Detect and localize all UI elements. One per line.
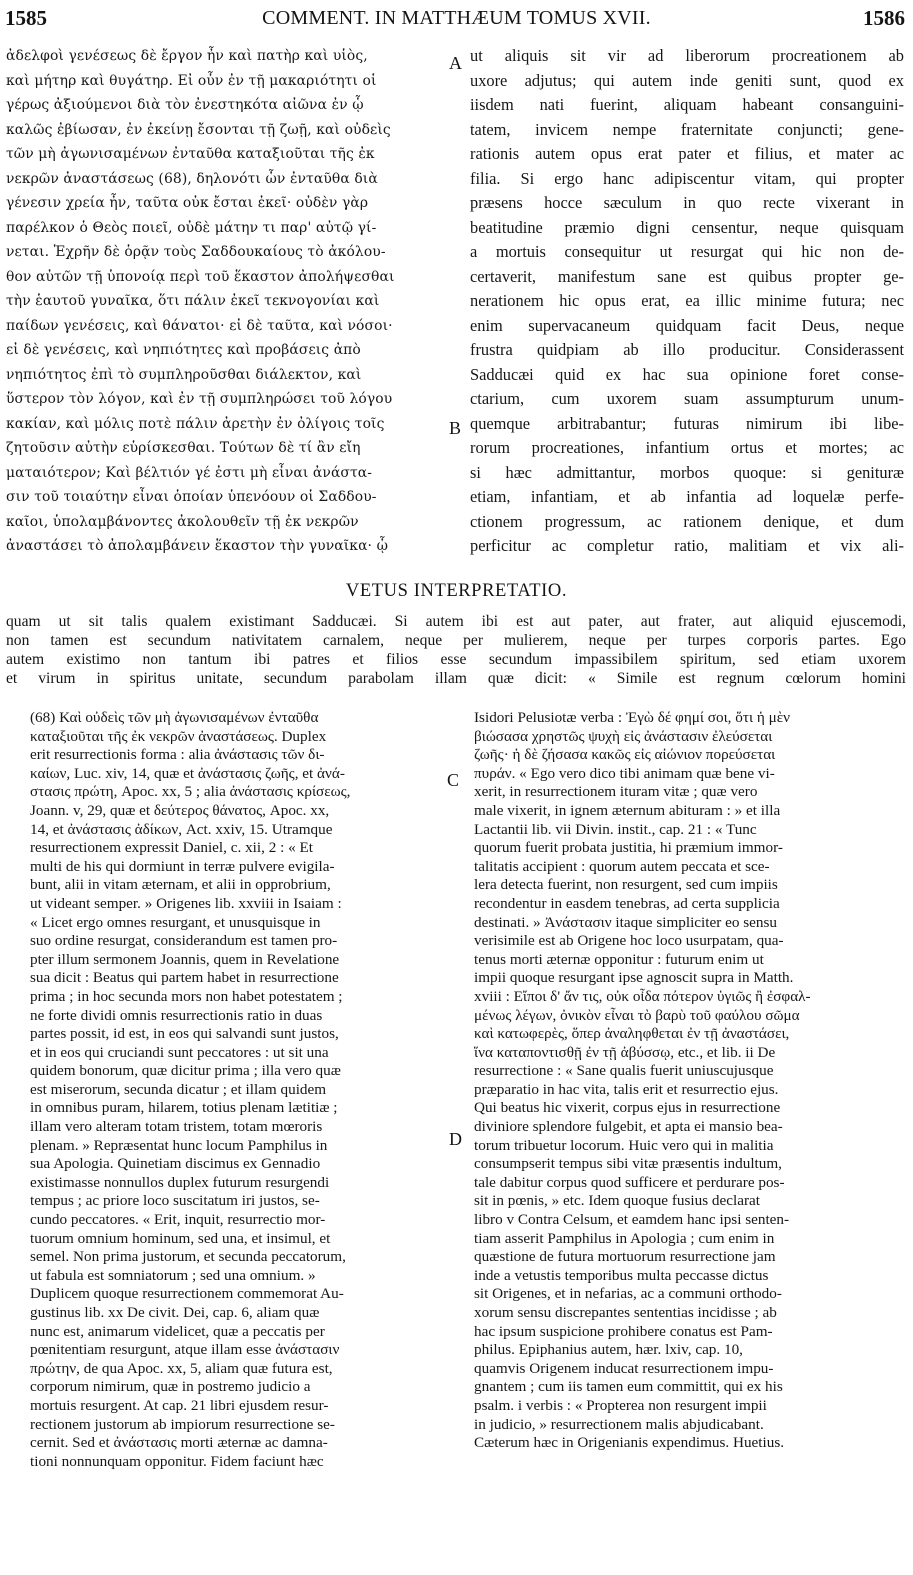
margin-mark-b: B bbox=[449, 418, 462, 438]
note-line: (68) Καὶ οὐδεὶς τῶν μὴ ἀγωνισαμένων ἐνταῦθα bbox=[30, 709, 319, 726]
note-line: ζωῆς· ἡ δὲ ζήσασα κακῶς εἰς αἰώνιον πορεύσεται bbox=[474, 746, 776, 764]
note-line: sua dicit : Beatus qui partem habet in resurrectione bbox=[30, 969, 339, 987]
note-line: philus. Epiphanius autem, hær. lxiv, cap. 10, bbox=[474, 1341, 743, 1359]
note-line: pœnitentiam resurgunt, atque illam esse ἀνάστασιν bbox=[30, 1341, 340, 1359]
note-line: Lactantii lib. vii Divin. instit., cap. 21 : « Tunc bbox=[474, 820, 757, 838]
note-line: est miserorum, secunda dicatur ; et illam quidem bbox=[30, 1080, 327, 1098]
note-line: pter illum sermonem Joannis, quem in Revelatione bbox=[30, 950, 340, 968]
greek-line: νεκρῶν ἀναστάσεως (68), δηλονότι ὧν ἐνταῦθα διὰ bbox=[6, 170, 378, 187]
note-line: talitatis accipient : quorum autem peccata et sce- bbox=[474, 857, 770, 875]
note-line: quidem bonorum, quæ dicitur prima ; illa vero quæ bbox=[30, 1062, 341, 1080]
greek-line: γένεσιν χρεία ἦν, ταῦτα οὐκ ἔσται ἐκεῖ· οὐδὲν γὰρ bbox=[6, 195, 369, 211]
margin-mark-d: D bbox=[449, 1129, 462, 1149]
latin-line: etiam, infantiam, et ab infantia ad loquelæ perfe- bbox=[470, 487, 904, 506]
latin-line: ctarium, cum uxorem suam assumpturum unum- bbox=[470, 389, 904, 408]
note-line: hac ipsum suspicione prohibere conatus est Pam- bbox=[474, 1322, 773, 1340]
note-line: 14, et ἀνάστασις ἀδίκων, Act. xxiv, 15. Utramque bbox=[30, 820, 333, 838]
note-line: ut fabula est somniatorum ; sed una omnium. » bbox=[30, 1266, 316, 1284]
latin-line: uxore adjutus; qui autem inde geniti sunt, quod ex bbox=[470, 70, 904, 90]
latin-line: beatitudine præmio digni censentur, neque quisquam bbox=[470, 217, 904, 237]
note-line: semel. Non prima justorum, et secunda peccatorum, bbox=[30, 1248, 346, 1266]
greek-line: καλῶς ἐβίωσαν, ἐν ἐκείνῃ ἔσονται τῇ ζωῇ, καὶ οὐδεὶς bbox=[6, 121, 391, 138]
note-line: ἵνα καταποντισθῇ ἐν τῇ ἀβύσσῳ, etc., et lib. ii De bbox=[474, 1043, 776, 1061]
note-line: tale dabitur corpus quod sufficere et perdurare pos- bbox=[474, 1173, 785, 1191]
note-line: male vixerit, in ignem æternum abituram : » et illa bbox=[474, 801, 781, 819]
note-line: rectionem justorum ab impiorum resurrectione se- bbox=[30, 1415, 335, 1433]
greek-line: νηπιότητος ἐπὶ τὸ συμπληροῦσθαι διάλεκτον, καὶ bbox=[6, 366, 362, 383]
latin-line: filia. Si ergo hanc adipiscentur vitam, qui propter bbox=[470, 168, 904, 188]
latin-line: iisdem nati fuerint, aliquam habeant consanguini- bbox=[470, 95, 904, 114]
greek-line: νεται. Ἐχρῆν δὲ ὁρᾷν τοὺς Σαδδουκαίους τὸ ἀκόλου- bbox=[6, 244, 386, 260]
note-line: in judicio, » resurrectionem malis abjudicabant. bbox=[474, 1415, 764, 1433]
note-line: verisimile est ab Origene hoc loco usurpatam, qua- bbox=[474, 932, 784, 950]
latin-line: rorum procreationes, infantium ortus et mortes; ac bbox=[470, 438, 904, 457]
note-line: resurrectionem expressit Daniel, c. xii, 2 : « Et bbox=[30, 839, 313, 857]
note-line: lera detecta fuerint, non resurgent, sed cum impiis bbox=[474, 876, 778, 894]
note-line: illam vero alteram totam tristem, totam mœroris bbox=[30, 1118, 323, 1136]
latin-line: si hæc admittantur, morbos quoque: si genituræ bbox=[470, 462, 904, 482]
note-line: tiam asserit Pamphilus in Apologia ; cum enim in bbox=[474, 1229, 775, 1247]
note-line: sit in pœnis, » etc. Idem quoque fusius declarat bbox=[474, 1192, 760, 1210]
greek-line: παρέλκον ὁ Θεὸς ποιεῖ, οὐδὲ μάτην τι παρ' αὐτῷ γί- bbox=[6, 219, 377, 236]
vetus-line: quam ut sit talis qualem existimant Sadducæi. Si autem ibi est aut pater, aut frater, aut aliquid ejuscemodi, bbox=[6, 613, 906, 630]
note-line: psalm. i verbis : « Propterea non resurgent impii bbox=[474, 1396, 767, 1414]
greek-line: ἀδελφοὶ γενέσεως δὲ ἔργον ἦν καὶ πατὴρ καὶ υἱὸς, bbox=[6, 48, 368, 64]
note-line: gnantem ; cum iis tamen eum committit, qui ex his bbox=[474, 1378, 783, 1396]
latin-line: enim supervacaneum quidquam facit Deus, neque bbox=[470, 315, 904, 335]
note-line: Isidori Pelusiotæ verba : Ἐγὼ δέ φημί σοι, ὅτι ἡ μὲν bbox=[474, 709, 790, 726]
greek-line: θον αὐτῶν τῇ ὑπονοίᾳ περὶ τοῦ ἕκαστον ἀπολήψεσθαι bbox=[6, 268, 395, 285]
note-line: cernit. Sed et ἀνάστασις morti æternæ ac damna- bbox=[30, 1434, 328, 1452]
note-line: mortuis resurgent. At cap. 21 libri ejusdem resur- bbox=[30, 1396, 329, 1414]
section-heading-vetus: VETUS INTERPRETATIO. bbox=[345, 581, 568, 601]
note-line: ne forte dividi omnis resurrectionis ratio in duas bbox=[30, 1006, 323, 1024]
note-line: destinati. » Ἀνάστασιν itaque simpliciter eo sensu bbox=[474, 913, 777, 931]
note-line: prima ; in hoc secunda mors non habet potestatem ; bbox=[30, 987, 343, 1005]
running-header bbox=[0, 6, 913, 32]
note-line: gustinus lib. xx De civit. Dei, cap. 6, aliam quæ bbox=[30, 1304, 320, 1321]
latin-line: frustra quidpiam ab illo producitur. Considerassent bbox=[470, 340, 904, 359]
note-line: libro v Contra Celsum, et eamdem hanc ipsi senten- bbox=[474, 1211, 790, 1229]
note-line: βιώσασα χρηστῶς ψυχὴ εἰς ἀνάστασιν ἐλεύσεται bbox=[474, 727, 773, 745]
latin-line: nerationem hic opus erat, ea illic minime futura; nec bbox=[470, 291, 904, 310]
vetus-line: autem existimo non tantum ibi patres et filios esse secundum impassibilem spiritum, sed etiam uxorem bbox=[6, 651, 906, 668]
note-line: bunt, alii in vitam æternam, et alii in opprobrium, bbox=[30, 876, 331, 894]
note-line: cundo peccatores. « Erit, inquit, resurrectio mor- bbox=[30, 1211, 326, 1229]
margin-mark-c: C bbox=[447, 770, 460, 790]
note-line: quorum fuerit probata justitia, hi præmium immor- bbox=[474, 839, 783, 857]
latin-translation-column bbox=[470, 44, 904, 559]
note-line: Joann. v, 29, quæ et δεύτερος θάνατος, Apoc. xx, bbox=[30, 801, 330, 819]
greek-line: τὴν ἑαυτοῦ γυναῖκα, ὅτι πάλιν ἐκεῖ τεκνογονίαι καὶ bbox=[6, 293, 380, 309]
latin-line: præsens hocce sæculum in quo recte vixerant in bbox=[470, 193, 904, 212]
page-number-left: 1585 bbox=[5, 6, 47, 30]
note-line: torum tribuetur locorum. Huic vero qui in malitia bbox=[474, 1136, 774, 1154]
note-line: resurrectione : « Sane qualis fuerit uniuscujusque bbox=[474, 1062, 774, 1080]
greek-line: παίδων γενέσεις, καὶ θάνατοι· εἰ δὲ ταῦτα, καὶ νόσοι· bbox=[6, 317, 393, 334]
note-line: tenus morti æternæ opponitur : futurum enim ut bbox=[474, 950, 764, 968]
note-line: xviii : Εἴποι δ' ἄν τις, οὐκ οἶδα πότερον ὑγιῶς ἢ ἐσφαλ- bbox=[474, 987, 811, 1005]
note-line: sua Apologia. Quinetiam discimus ex Gennadio bbox=[30, 1155, 321, 1173]
note-line: existimasse nonnullos duplex futurum resurgendi bbox=[30, 1173, 330, 1191]
note-line: μένως λέγων, ὀνικὸν εἶναι τὸ βαρὺ τοῦ φαύλου σῶμα bbox=[474, 1006, 800, 1024]
note-line: plenam. » Repræsentat hunc locum Pamphilus in bbox=[30, 1136, 328, 1154]
note-line: in omnibus puram, hilarem, totius plenam lætitiæ ; bbox=[30, 1099, 338, 1117]
latin-line: Sadducæi quid ex hac sua opinione foret conse- bbox=[470, 364, 904, 384]
greek-line: ματαιότερον; Καὶ βέλτιόν γέ ἐστι μὴ εἶναι ἀνάστα- bbox=[6, 464, 373, 481]
note-line: tioni nonnunquam opponitur. Fidem faciunt hæc bbox=[30, 1452, 324, 1470]
note-line: καταξιοῦται τῆς ἐκ νεκρῶν ἀναστάσεως. Duplex bbox=[30, 727, 327, 745]
note-line: erit resurrectionis forma : alia ἀνάστασις τῶν δι- bbox=[30, 746, 325, 764]
latin-line: a mortuis consequitur ut resurgat qui hic non de- bbox=[470, 242, 904, 261]
vetus-line: et virum in spiritus unitate, secundum parabolam illam quæ dicit: « Simile est regnum cœlorum homini bbox=[6, 670, 906, 687]
note-line: consumpserit tempus sibi vitæ præsentis indultum, bbox=[474, 1155, 782, 1173]
note-line: πρώτην, de qua Apoc. xx, 5, aliam quæ futura est, bbox=[30, 1359, 333, 1377]
notes-right-column bbox=[474, 709, 904, 1453]
latin-line: quemque arbitrabantur; futuras nimirum ibi libe- bbox=[470, 413, 904, 433]
latin-line: certaverit, manifestum sane est quibus propter ge- bbox=[470, 266, 904, 286]
note-line: sit Origenes, et in nefarias, ac a communi orthodo- bbox=[474, 1285, 782, 1303]
note-line: καίων, Luc. xiv, 14, quæ et ἀνάστασις ζωῆς, et ἀνά- bbox=[30, 764, 345, 782]
vetus-interpretatio-text bbox=[6, 612, 906, 688]
note-line: ut videant semper. » Origenes lib. xxviii in Isaiam : bbox=[30, 894, 342, 912]
note-line: diviniore splendore fulgebit, et apta ei mansio bea- bbox=[474, 1118, 783, 1136]
greek-line: εἰ δὲ γενέσεις, καὶ νηπιότητες καὶ προβάσεις ἀπὸ bbox=[6, 342, 361, 358]
notes-left-column bbox=[30, 709, 446, 1471]
note-line: quæstione de futura mortuorum resurrectione jam bbox=[474, 1248, 776, 1266]
page-number-right: 1586 bbox=[863, 6, 905, 30]
latin-line: ut aliquis sit vir ad liberorum procreationem ab bbox=[470, 46, 904, 65]
note-line: « Licet ergo omnes resurgant, et unusquisque in bbox=[30, 913, 321, 931]
note-line: Duplicem quoque resurrectionem commemorat Au- bbox=[30, 1285, 344, 1303]
note-line: Qui beatus hic vixerit, corpus ejus in resurrectione bbox=[474, 1099, 781, 1117]
note-line: et in eos qui cruciandi sunt peccatores : ut sit una bbox=[30, 1043, 329, 1061]
greek-line: σιν τοῦ τοιαύτην εἶναι ὁποίαν ὑπενόουν οἱ Σαδδου- bbox=[6, 489, 377, 505]
note-line: recondentur in easdem tenebras, ad certa supplicia bbox=[474, 894, 780, 912]
greek-line: ἀναστάσει τὸ ἀπολαμβάνειν ἕκαστον τὴν γυναῖκα· ᾧ bbox=[6, 538, 389, 554]
note-line: suo ordine resurgat, considerandum est tamen pro- bbox=[30, 932, 338, 950]
margin-mark-a: A bbox=[449, 53, 462, 73]
latin-line: tatem, invicem nempe fraternitate conjuncti; gene- bbox=[470, 119, 904, 139]
vetus-line: non tamen est secundum nativitatem carnalem, neque per mulierem, neque per turpes corporis partes. Ego bbox=[6, 632, 906, 649]
note-line: quamvis Origenem inducat resurrectionem impu- bbox=[474, 1359, 774, 1377]
note-line: inde a vetustis temporibus multa peccasse dictus bbox=[474, 1266, 769, 1284]
greek-text-column bbox=[6, 44, 442, 559]
note-line: καὶ κατωφερὲς, ὅπερ ἀναληφθεται ἐν τῇ ἀναστάσει, bbox=[474, 1025, 790, 1043]
note-line: πυράν. « Ego vero dico tibi animam quæ bene vi- bbox=[474, 764, 775, 782]
note-line: xorum sensu discrepantes sententias incidisse ; ab bbox=[474, 1304, 777, 1321]
latin-line: ctionem progressum, ac rationem denique, et dum bbox=[470, 511, 904, 531]
running-title: COMMENT. IN MATTHÆUM TOMUS XVII. bbox=[262, 7, 651, 29]
note-line: tuorum omnium hominum, sed una, et insimul, et bbox=[30, 1229, 331, 1247]
note-line: nunc est, animarum videlicet, quæ a peccatis per bbox=[30, 1322, 325, 1340]
greek-line: καῖοι, ὑπολαμβάνοντες ἀκολουθεῖν τῇ ἐκ νεκρῶν bbox=[6, 513, 359, 530]
greek-line: ζητοῦσιν αὐτὴν εὑρίσκεσθαι. Τούτων δὲ τί ἂν εἴη bbox=[6, 440, 361, 456]
greek-line: τῶν μὴ ἀγωνισαμένων ἐνταῦθα καταξιοῦται τῆς ἐκ bbox=[6, 146, 375, 162]
note-line: tempus ; ac priore loco suscitatum iri justos, se- bbox=[30, 1192, 320, 1210]
greek-line: ὕστερον τὸν λόγον, καὶ ἐν τῇ συμπληρώσει τοῦ λόγου bbox=[6, 391, 393, 407]
note-line: corporum nimirum, quæ in postremo judicio a bbox=[30, 1378, 311, 1396]
greek-line: κακίαν, καὶ μόλις ποτὲ πάλιν ἀρετὴν ἐν ὀλίγοις τοῖς bbox=[6, 415, 385, 432]
note-line: xerit, in resurrectionem ituram vitæ ; quæ vero bbox=[474, 783, 758, 801]
greek-line: γέρως ἀξιούμενοι διὰ τὸν ἐνεστηκότα αἰῶνα ἐν ᾧ bbox=[6, 97, 364, 113]
note-line: στασις πρώτη, Apoc. xx, 5 ; alia ἀνάστασις κρίσεως, bbox=[30, 783, 351, 801]
note-line: Cæterum hæc in Origenianis expendimus. Huetius. bbox=[474, 1434, 785, 1452]
note-line: partes possit, id est, in eos qui salvandi sunt justos, bbox=[30, 1025, 339, 1043]
latin-line: perficitur ac completur ratio, malitiam et vix ali- bbox=[470, 536, 904, 555]
note-line: præparatio in hac vita, talis erit et resurrectio ejus. bbox=[474, 1080, 779, 1098]
note-line: impii quoque resurgant ipse agnoscit supra in Matth. bbox=[474, 969, 794, 987]
note-line: multi de his qui dormiunt in terræ pulvere evigila- bbox=[30, 857, 335, 875]
latin-line: rationis autem opus erat pater et filius, et mater ac bbox=[470, 144, 904, 163]
greek-line: καὶ μήτηρ καὶ θυγάτηρ. Εἰ οὖν ἐν τῇ μακαριότητι οἱ bbox=[6, 72, 377, 89]
